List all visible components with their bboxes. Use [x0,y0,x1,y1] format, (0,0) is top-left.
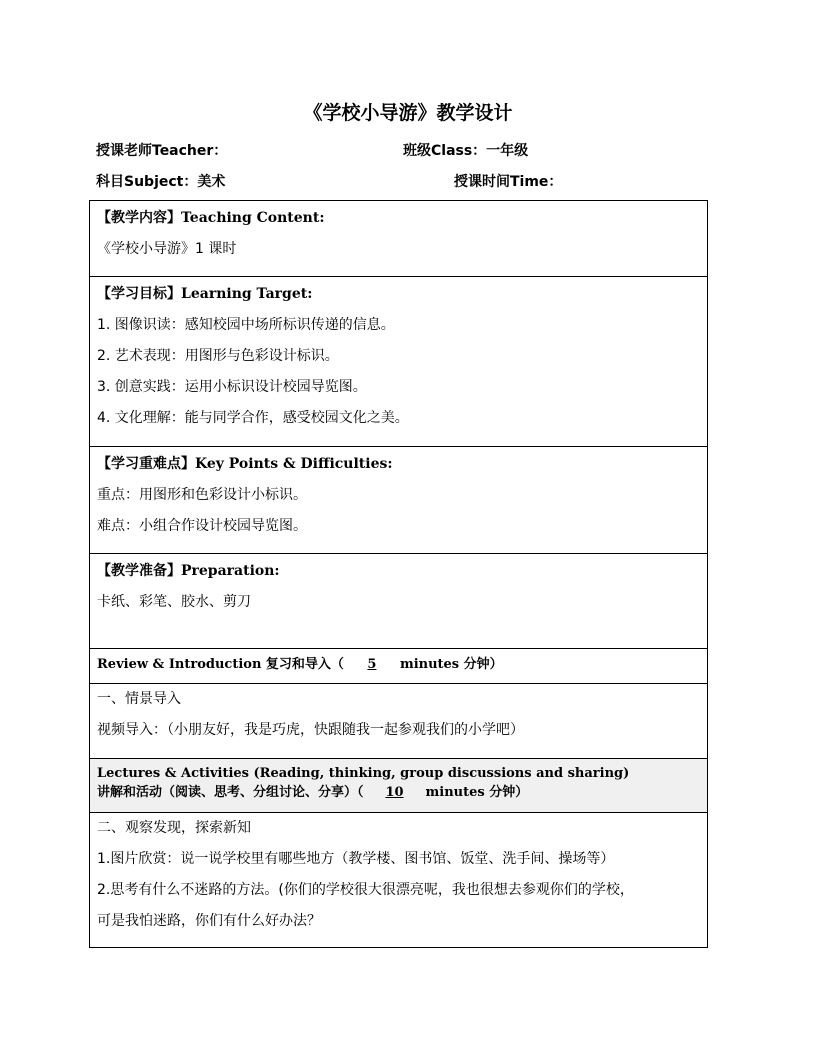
section-line: 《学校小导游》1 课时 [97,241,237,257]
section-line: 1.图片欣赏：说一说学校里有哪些地方（教学楼、图书馆、饭堂、洗手间、操场等） [97,851,615,867]
section-line: 难点：小组合作设计校园导览图。 [97,518,307,534]
section-key-points [90,447,707,554]
section-preparation [90,554,707,649]
section-line: 2. 艺术表现：用图形与色彩设计标识。 [97,348,339,364]
document-title: 《学校小导游》教学设计 [303,102,513,124]
lectures-heading-line1: Lectures & Activities (Reading, thinking, group discussions and sharing) [97,766,630,781]
review-heading-suffix: minutes 分钟） [399,657,503,672]
review-heading-prefix: Review & Introduction 复习和导入（ [97,657,344,672]
section-heading: 【教学内容】Teaching Content: [97,210,325,226]
section-line: 视频导入：（小朋友好，我是巧虎，快跟随我一起参观我们的小学吧） [97,722,524,738]
time-field: 授课时间Time： [454,174,563,190]
subject-field: 科目Subject：美术 [96,174,226,190]
section-line: 4. 文化理解：能与同学合作，感受校园文化之美。 [97,410,409,426]
section-lectures-header [90,759,707,813]
section-heading: 【教学准备】Preparation: [97,563,280,579]
section-review-header [90,649,707,684]
section-explore [90,813,707,947]
lesson-plan-table [89,200,708,948]
section-learning-target [90,277,707,447]
section-intro [90,684,707,759]
section-line: 1. 图像识读：感知校园中场所标识传递的信息。 [97,317,395,333]
section-heading: 【学习目标】Learning Target: [97,286,313,302]
review-minutes: 5 [367,657,377,672]
lectures-heading-line2 [97,784,528,802]
lectures-heading-prefix: 讲解和活动（阅读、思考、分组讨论、分享）（ [97,785,364,800]
lectures-heading-suffix: minutes 分钟） [425,785,529,800]
section-teaching-content [90,201,707,277]
section-heading: 【学习重难点】Key Points & Difficulties: [97,456,393,472]
class-field: 班级Class：一年级 [403,143,529,159]
section-line: 可是我怕迷路，你们有什么好办法？ [97,913,321,929]
section-line: 2.思考有什么不迷路的方法。(你们的学校很大很漂亮呢，我也很想去参观你们的学校， [97,882,634,898]
review-heading [97,656,503,674]
section-line: 一、情景导入 [97,691,181,707]
lectures-minutes: 10 [385,785,404,800]
section-line: 二、观察发现，探索新知 [97,820,251,836]
section-line: 重点：用图形和色彩设计小标识。 [97,487,307,503]
section-line: 卡纸、彩笔、胶水、剪刀 [97,594,251,610]
section-line: 3. 创意实践：运用小标识设计校园导览图。 [97,379,367,395]
teacher-field: 授课老师Teacher： [96,143,228,159]
